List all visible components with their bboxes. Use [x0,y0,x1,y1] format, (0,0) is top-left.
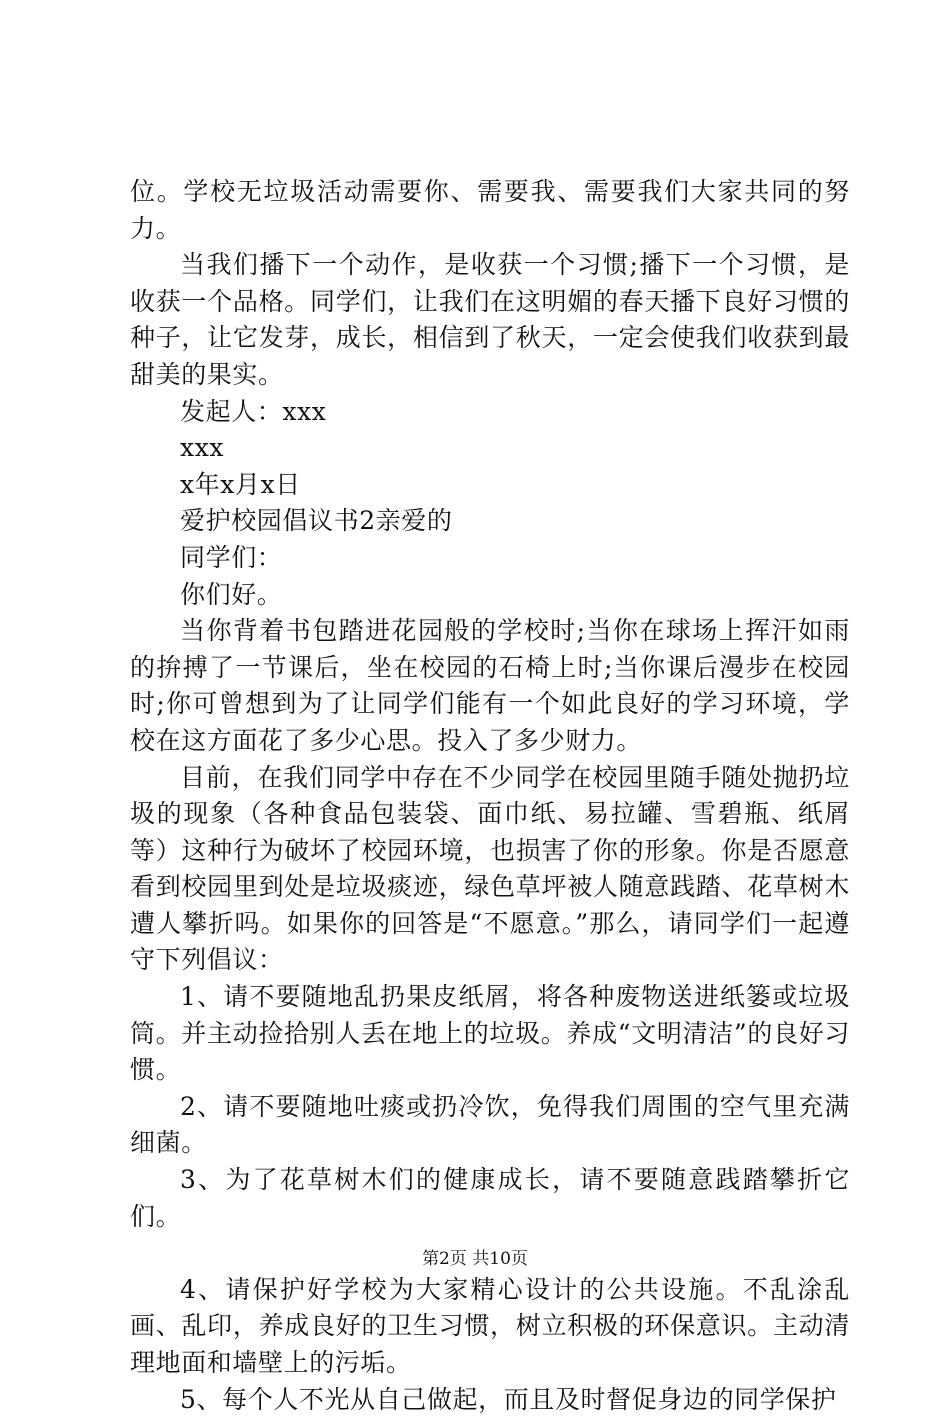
proposal-item-2: 2、请不要随地吐痰或扔冷饮，免得我们周围的空气里充满细菌。 [130,1091,850,1158]
page-number-footer: 第2页 共10页 [422,1249,528,1269]
paragraph-habit: 当我们播下一个动作，是收获一个习惯;播下一个习惯，是收获一个品格。同学们，让我们在这明媚的春天播下良好习惯的种子，让它发芽，成长，相信到了秋天，一定会使我们收获到最甜美的果实。 [130,250,850,389]
proposal-item-3: 3、为了花草树木们的健康成长，请不要随意践踏攀折它们。 [130,1165,850,1231]
section-title: 爱护校园倡议书2亲爱的 [180,506,453,536]
proposal-item-5: 5、每个人不光从自己做起，而且及时督促身边的同学保护 [180,1384,837,1414]
signature-date: x年x月x日 [180,469,301,499]
signature-initiator: 发起人：xxx [180,396,327,426]
signature-name: xxx [180,433,225,463]
document-body [130,174,850,1418]
proposal-item-4: 4、请保护好学校为大家精心设计的公共设施。不乱涂乱画、乱印，养成良好的卫生习惯，树立积极的环保意识。主动清理地面和墙壁上的污垢。 [130,1274,850,1377]
paragraph-intro: 当你背着书包踏进花园般的学校时;当你在球场上挥汗如雨的拚搏了一节课后，坐在校园的石椅上时;当你课后漫步在校园时;你可曾想到为了让同学们能有一个如此良好的学习环境，学校在这方面花了多少心思。投入了多少财力。 [130,616,850,755]
greeting: 你们好。 [180,579,283,609]
proposal-item-1: 1、请不要随地乱扔果皮纸屑，将各种废物送进纸篓或垃圾筒。并主动捡拾别人丢在地上的垃圾。养成“文明清洁”的良好习惯。 [130,982,850,1085]
paragraph-continuation: 位。学校无垃圾活动需要你、需要我、需要我们大家共同的努力。 [130,177,850,243]
salutation: 同学们： [180,542,283,572]
paragraph-problem: 目前，在我们同学中存在不少同学在校园里随手随处抛扔垃圾的现象（各种食品包装袋、面巾纸、易拉罐、雪碧瓶、纸屑等）这种行为破坏了校园环境，也损害了你的形象。你是否愿意看到校园里到处是垃圾痰迹，绿色草坪被人随意践踏、花草树木遭人攀折吗。如果你的回答是“不愿意。”那么，请同学们一起遵守下列倡议： [130,762,850,975]
